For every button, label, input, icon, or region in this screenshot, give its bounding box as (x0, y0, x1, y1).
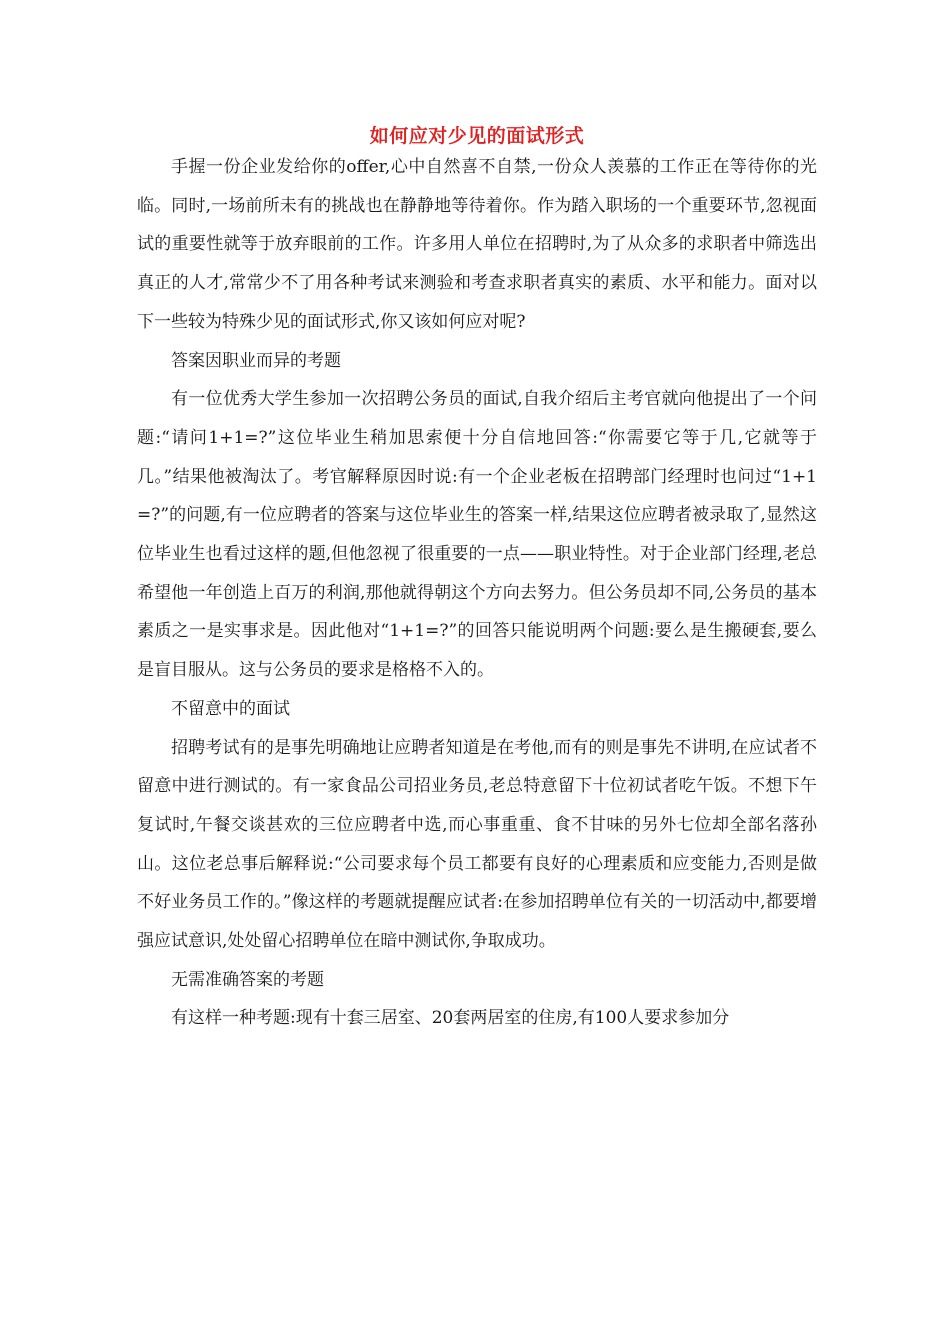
body-paragraph-housing-question: 有这样一种考题:现有十套三居室、20套两居室的住房,有100人要求参加分 (171, 1008, 730, 1029)
section-heading-career-answers: 答案因职业而异的考题 (171, 350, 341, 371)
document-title: 如何应对少见的面试形式 (369, 125, 585, 147)
body-paragraph-food-company: 招聘考试有的是事先明确地让应聘者知道是在考他,而有的则是事先不讲明,在应试者不留意中进行测试的。有一家食品公司招业务员,老总特意留下十位初试者吃午饭。不想下午复试时,午餐交谈甚欢的三位应聘者中选,而心事重重、食不甘味的另外七位却全部名落孙山。这位老总事后解释说:“公司要求每个员工都要有良好的心理素质和应变能力,否则是做不好业务员工作的。”像这样的考题就提醒应试者:在参加招聘单位有关的一切活动中,都要增强应试意识,处处留心招聘单位在暗中测试你,争取成功。 (137, 737, 817, 952)
section-heading-no-exact-answer: 无需准确答案的考题 (171, 969, 324, 990)
document-body (137, 122, 817, 1038)
body-paragraph-civil-servant: 有一位优秀大学生参加一次招聘公务员的面试,自我介绍后主考官就向他提出了一个问题:“请问1+1=?”这位毕业生稍加思索便十分自信地回答:“你需要它等于几,它就等于几。”结果他被淘汰了。考官解释原因时说:有一个企业老板在招聘部门经理时也问过“1+1=?”的问题,有一位应聘者的答案与这位毕业生的答案一样,结果这位应聘者被录取了,显然这位毕业生也看过这样的题,但他忽视了很重要的一点——职业特性。对于企业部门经理,老总希望他一年创造上百万的利润,那他就得朝这个方向去努力。但公务员却不同,公务员的基本素质之一是实事求是。因此他对“1+1=?”的回答只能说明两个问题:要么是生搬硬套,要么是盲目服从。这与公务员的要求是格格不入的。 (137, 389, 817, 681)
intro-paragraph: 手握一份企业发给你的offer,心中自然喜不自禁,一份众人羡慕的工作正在等待你的光临。同时,一场前所未有的挑战也在静静地等待着你。作为踏入职场的一个重要环节,忽视面试的重要性就等于放弃眼前的工作。许多用人单位在招聘时,为了从众多的求职者中筛选出真正的人才,常常少不了用各种考试来测验和考查求职者真实的素质、水平和能力。面对以下一些较为特殊少见的面试形式,你又该如何应对呢? (137, 157, 817, 332)
section-heading-unnoticed-interview: 不留意中的面试 (171, 698, 290, 719)
